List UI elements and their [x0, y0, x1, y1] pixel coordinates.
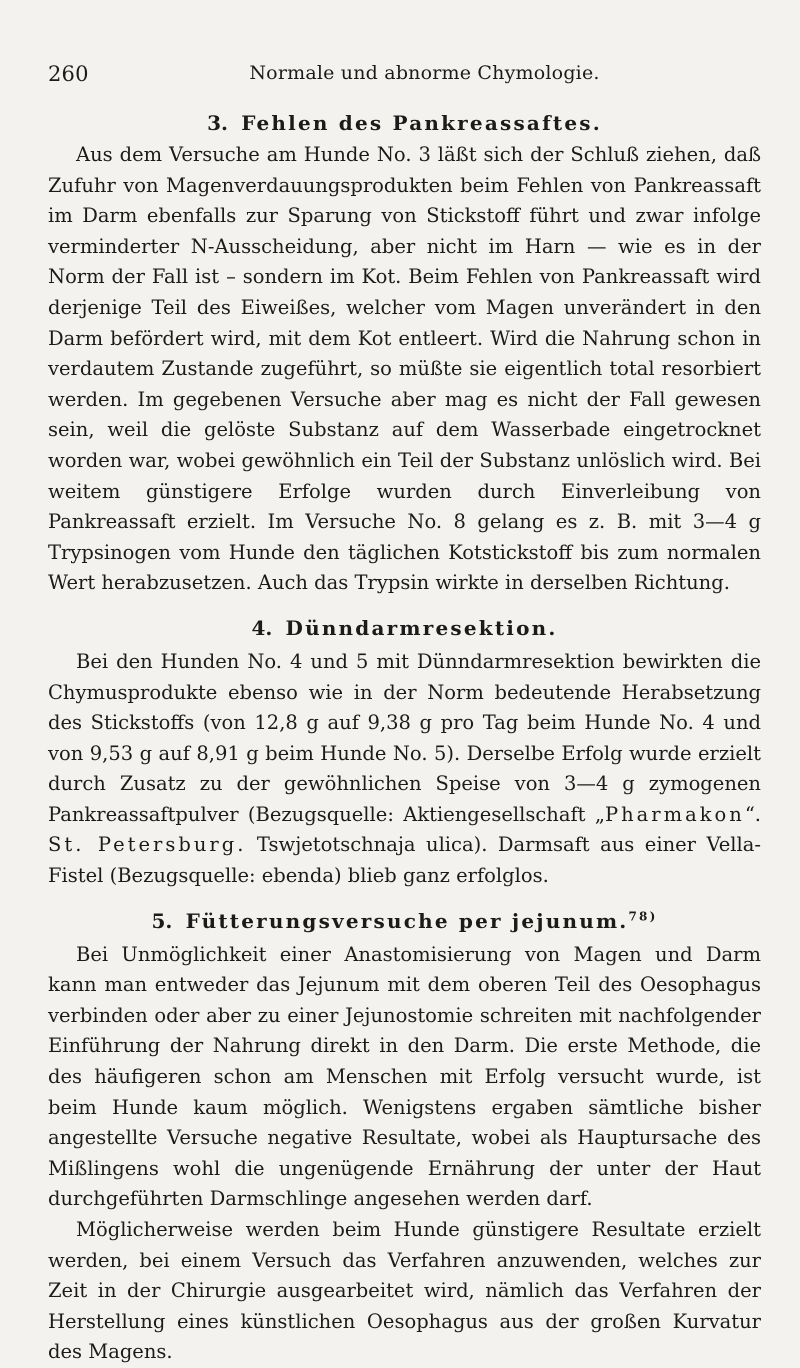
section-duenndarmresektion: [48, 613, 761, 892]
paragraph-text: Tswjetotschnaja ulica). Darmsaft aus einer Vella-Fistel (Bezugsquelle: ebenda) blieb ganz erfolglos.: [48, 833, 761, 888]
paragraph-text: Bei den Hunden No. 4 und 5 mit Dünndarmresektion bewirkten die Chymusprodukte ebenso wie in der Norm bedeutende Herabsetzung des Stickstoffs (von 12,8 g auf 9,38 g pro Tag beim Hunde No. 4 und von 9,53 g auf 8,91 g beim Hunde No. 5). Derselbe Erfolg wurde erzielt durch Zusatz zu der gewöhnlichen Speise von 3—4 g zymogenen Pankreassaftpulver (Bezugsquelle: Aktiengesellschaft „: [48, 649, 761, 826]
paragraph: [48, 647, 761, 892]
paragraph: Möglicherweise werden beim Hunde günstigere Resultate erzielt werden, bei einem Versuch das Verfahren anzuwenden, welches zur Zeit in der Chirurgie ausgearbeitet wird, nämlich das Verfahren der Herstellung eines künstlichen Oesophagus aus der großen Kurvatur des Magens.: [48, 1218, 761, 1364]
footnote-reference: 78): [628, 909, 658, 923]
section-number: 5.: [151, 908, 173, 933]
book-page: [48, 62, 761, 1368]
paragraph-text: “.: [744, 802, 761, 826]
city-name: St. Petersburg.: [48, 833, 247, 857]
page-number: 260: [48, 62, 89, 86]
section-title: Dünndarmresektion.: [285, 615, 558, 640]
section-heading: [48, 906, 761, 936]
section-number: 3.: [207, 111, 229, 135]
section-title: Fütterungsversuche per jejunum.: [185, 908, 629, 933]
running-head: [48, 62, 761, 90]
paragraph: Bei Unmöglichkeit einer Anastomisierung von Magen und Darm kann man entweder das Jejunum mit dem oberen Teil des Oesophagus verbinden oder aber zu einer Jejunostomie schreiten mit nachfolgender Einführung der Nahrung direkt in den Darm. Die erste Methode, die des häufigeren schon am Menschen mit Erfolg versucht wurde, ist beim Hunde kaum möglich. Wenigstens ergaben sämtliche bisher angestellte Versuche negative Resultate, wobei als Hauptursache des Mißlingens wohl die ungenügende Ernährung der unter der Haut durchgeführten Darmschlinge angesehen werden darf.: [48, 942, 761, 1211]
section-title: Fehlen des Pankreassaftes.: [241, 111, 602, 135]
paragraph: Aus dem Versuche am Hunde No. 3 läßt sich der Schluß ziehen, daß Zufuhr von Magenverdauungsprodukten beim Fehlen von Pankreassaft im Darm ebenfalls zur Sparung von Stickstoff führt und zwar infolge verminderter N-Ausscheidung, aber nicht im Harn — wie es in der Norm der Fall ist – sondern im Kot. Beim Fehlen von Pankreassaft wird derjenige Teil des Eiweißes, welcher vom Magen unverändert in den Darm befördert wird, mit dem Kot entleert. Wird die Nahrung schon in verdautem Zustande zugeführt, so müßte sie eigentlich total resorbiert werden. Im gegebenen Versuche aber mag es nicht der Fall gewesen sein, weil die gelöste Substanz auf dem Wasserbade eingetrocknet worden war, wobei gewöhnlich ein Teil der Substanz unlöslich wird. Bei weitem günstigere Erfolge wurden durch Einverleibung von Pankreassaft erzielt. Im Versuche No. 8 gelang es z. B. mit 3—4 g Trypsinogen vom Hunde den täglichen Kotstickstoff bis zum normalen Wert herabzusetzen. Auch das Trypsin wirkte in derselben Richtung.: [48, 143, 761, 595]
section-fehlen-pankreassaft: [48, 108, 761, 599]
firm-name: Pharmakon: [604, 802, 745, 826]
section-number: 4.: [251, 615, 273, 640]
section-heading: [48, 108, 761, 138]
section-fuetterungsversuche: [48, 906, 761, 1368]
section-heading: [48, 613, 761, 643]
footnote-number: 78: [628, 909, 650, 923]
running-title: Normale und abnorme Chymologie.: [249, 62, 600, 84]
